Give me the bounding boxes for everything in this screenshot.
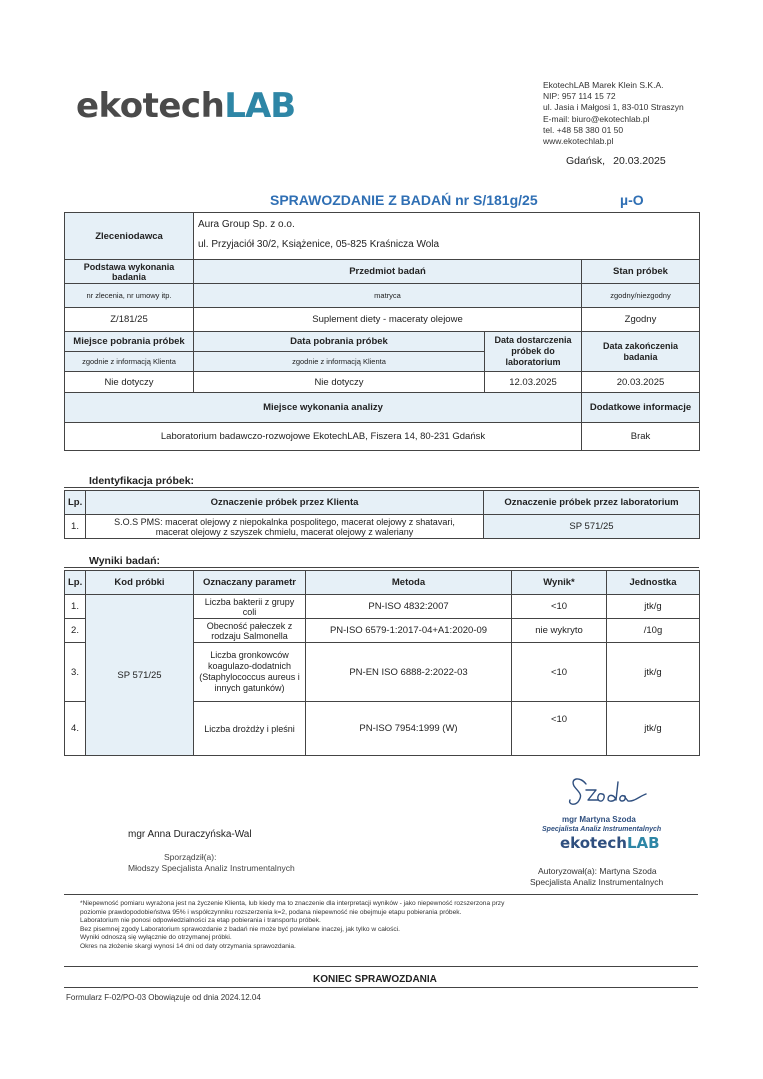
analysis-place-value: Laboratorium badawczo-rozwojowe EkotechLAB, Fiszera 14, 80-231 Gdańsk bbox=[65, 423, 582, 451]
footnote-line: poziomie prawdopodobieństwa 95% i współczynniku rozszerzenia k=2, podana niepewność nie obejmuje etapu pobierania próbek. bbox=[80, 908, 462, 916]
subject-value: Suplement diety - maceraty olejowe bbox=[194, 308, 582, 332]
result-method: PN-ISO 4832:2007 bbox=[306, 595, 512, 619]
extra-info-label: Dodatkowe informacje bbox=[582, 393, 700, 423]
prepared-by-role: Młodszy Specjalista Analiz Instrumentalnych bbox=[128, 863, 295, 873]
stamp-name: mgr Martyna Szoda bbox=[562, 815, 636, 824]
footnote-line: Okres na złożenie skargi wynosi 14 dni od daty otrzymania sprawozdania. bbox=[80, 942, 296, 950]
footnote-line: Bez pisemnej zgody Laboratorium sprawozdanie z badań nie może być powielane inaczej, jak tylko w całości. bbox=[80, 925, 400, 933]
prepared-by-label: Sporządził(a): bbox=[164, 852, 217, 862]
company-phone: tel. +48 58 380 01 50 bbox=[543, 124, 624, 135]
result-method: PN-ISO 6579-1:2017-04+A1:2020-09 bbox=[306, 619, 512, 643]
report-code: µ-O bbox=[620, 192, 644, 208]
result-value: <10 bbox=[512, 702, 607, 756]
end-of-report: KONIEC SPRAWOZDANIA bbox=[313, 974, 437, 985]
company-address: ul. Jasia i Małgosi 1, 83-010 Straszyn bbox=[543, 102, 684, 113]
basis-sub: nr zlecenia, nr umowy itp. bbox=[65, 284, 194, 308]
place: Gdańsk, bbox=[566, 155, 606, 167]
basis-value: Z/181/25 bbox=[65, 308, 194, 332]
completion-value: 20.03.2025 bbox=[582, 372, 700, 393]
result-param: Liczba bakterii z grupy coli bbox=[194, 595, 306, 619]
company-name: EkotechLAB Marek Klein S.K.A. bbox=[543, 80, 664, 90]
extra-info-value: Brak bbox=[582, 423, 700, 451]
logo-text-ekotech: ekotech bbox=[76, 86, 225, 126]
result-unit: jtk/g bbox=[607, 702, 700, 756]
sampling-date-sub: zgodnie z informacją Klienta bbox=[194, 352, 485, 372]
identification-divider bbox=[64, 487, 699, 488]
sampling-date-value: Nie dotyczy bbox=[194, 372, 485, 393]
company-nip: NIP: 957 114 15 72 bbox=[543, 91, 616, 102]
delivery-value: 12.03.2025 bbox=[485, 372, 582, 393]
results-table bbox=[64, 570, 700, 756]
handwritten-signature bbox=[540, 770, 670, 814]
ident-client-line2: macerat olejowy z szyszek chmielu, macerat olejowy z waleriany bbox=[155, 526, 414, 537]
footnote-divider bbox=[64, 894, 698, 895]
stamp-logo bbox=[560, 834, 660, 852]
company-logo bbox=[76, 86, 295, 126]
footnotes bbox=[80, 900, 620, 952]
company-website[interactable]: www.ekotechlab.pl bbox=[543, 136, 614, 147]
state-label: Stan próbek bbox=[582, 260, 700, 284]
ident-col-lp: Lp. bbox=[65, 491, 86, 515]
result-param: Liczba drożdży i pleśni bbox=[194, 702, 306, 756]
subject-label: Przedmiot badań bbox=[194, 260, 582, 284]
ident-col-client: Oznaczenie próbek przez Klienta bbox=[86, 491, 484, 515]
identification-table bbox=[64, 490, 700, 539]
results-col-lp: Lp. bbox=[65, 571, 86, 595]
result-value: <10 bbox=[512, 595, 607, 619]
date: 20.03.2025 bbox=[613, 155, 666, 167]
place-date bbox=[566, 155, 674, 167]
client-cell bbox=[194, 213, 700, 260]
footnote-line: Wyniki odnoszą się wyłącznie do otrzymanej próbki. bbox=[80, 934, 232, 942]
result-value: nie wykryto bbox=[512, 619, 607, 643]
completion-label: Data zakończenia badania bbox=[582, 332, 700, 372]
table-row bbox=[65, 595, 700, 619]
sample-code: SP 571/25 bbox=[86, 595, 194, 756]
authorization-stamp bbox=[540, 770, 670, 860]
result-method: PN-ISO 7954:1999 (W) bbox=[306, 702, 512, 756]
basis-label: Podstawa wykonania badania bbox=[65, 260, 194, 284]
authorized-by: Autoryzował(a): Martyna Szoda bbox=[538, 866, 657, 876]
result-lp: 4. bbox=[65, 702, 86, 756]
sampling-date-label: Data pobrania próbek bbox=[194, 332, 485, 352]
result-method: PN-EN ISO 6888-2:2022-03 bbox=[306, 643, 512, 702]
results-col-unit: Jednostka bbox=[607, 571, 700, 595]
results-col-result: Wynik* bbox=[512, 571, 607, 595]
ident-col-lab: Oznaczenie próbek przez laboratorium bbox=[484, 491, 700, 515]
results-heading: Wyniki badań: bbox=[89, 555, 160, 567]
client-name: Aura Group Sp. z o.o. bbox=[198, 219, 295, 230]
report-title: SPRAWOZDANIE Z BADAŃ nr S/181g/25 bbox=[270, 192, 538, 208]
form-reference: Formularz F-02/PO-03 Obowiązuje od dnia 2024.12.04 bbox=[66, 993, 261, 1002]
end-divider-bottom bbox=[64, 987, 698, 988]
prepared-by-name: mgr Anna Duraczyńska-Wal bbox=[128, 829, 252, 840]
results-col-method: Metoda bbox=[306, 571, 512, 595]
ident-lab: SP 571/25 bbox=[484, 515, 700, 539]
results-divider bbox=[64, 567, 699, 568]
sampling-place-value: Nie dotyczy bbox=[65, 372, 194, 393]
sampling-place-sub: zgodnie z informacją Klienta bbox=[65, 352, 194, 372]
footnote-line: Laboratorium nie ponosi odpowiedzialności za etap pobierania i transportu próbek. bbox=[80, 917, 321, 925]
order-info-table bbox=[64, 212, 700, 451]
logo-text-lab: LAB bbox=[224, 86, 296, 126]
sampling-place-label: Miejsce pobrania próbek bbox=[65, 332, 194, 352]
ident-lp: 1. bbox=[65, 515, 86, 539]
ident-client-line1: S.O.S PMS: macerat olejowy z niepokalnka pospolitego, macerat olejowy z shatavari, bbox=[114, 516, 455, 527]
authorized-role: Specjalista Analiz Instrumentalnych bbox=[530, 877, 664, 887]
delivery-label: Data dostarczenia próbek do laboratorium bbox=[485, 332, 582, 372]
result-lp: 2. bbox=[65, 619, 86, 643]
subject-sub: matryca bbox=[194, 284, 582, 308]
results-col-code: Kod próbki bbox=[86, 571, 194, 595]
stamp-logo-text2: LAB bbox=[626, 834, 660, 852]
result-unit: jtk/g bbox=[607, 595, 700, 619]
analysis-place-label: Miejsce wykonania analizy bbox=[65, 393, 582, 423]
company-info bbox=[543, 80, 684, 147]
company-email[interactable]: E-mail: biuro@ekotechlab.pl bbox=[543, 113, 650, 124]
end-divider-top bbox=[64, 966, 698, 967]
results-col-param: Oznaczany parametr bbox=[194, 571, 306, 595]
state-value: Zgodny bbox=[582, 308, 700, 332]
result-lp: 3. bbox=[65, 643, 86, 702]
result-param: Liczba gronkowców koagulazo-dodatnich (Staphylococcus aureus i innych gatunków) bbox=[194, 643, 306, 702]
result-param: Obecność pałeczek z rodzaju Salmonella bbox=[194, 619, 306, 643]
result-unit: /10g bbox=[607, 619, 700, 643]
client-label: Zleceniodawca bbox=[65, 213, 194, 260]
stamp-role: Specjalista Analiz Instrumentalnych bbox=[542, 826, 662, 833]
footnote-line: *Niepewność pomiaru wyrażona jest na życzenie Klienta, lub kiedy ma to znaczenie dla interpretacji wyników - jako niepewność rozszerzona przy bbox=[80, 900, 505, 907]
result-lp: 1. bbox=[65, 595, 86, 619]
result-unit: jtk/g bbox=[607, 643, 700, 702]
table-row bbox=[65, 515, 700, 539]
stamp-logo-text1: ekotech bbox=[560, 834, 627, 852]
ident-client-cell bbox=[86, 515, 484, 539]
identification-heading: Identyfikacja próbek: bbox=[89, 475, 195, 487]
client-address: ul. Przyjaciół 30/2, Książenice, 05-825 Kraśnicza Wola bbox=[198, 239, 440, 250]
result-value: <10 bbox=[512, 643, 607, 702]
state-sub: zgodny/niezgodny bbox=[582, 284, 700, 308]
